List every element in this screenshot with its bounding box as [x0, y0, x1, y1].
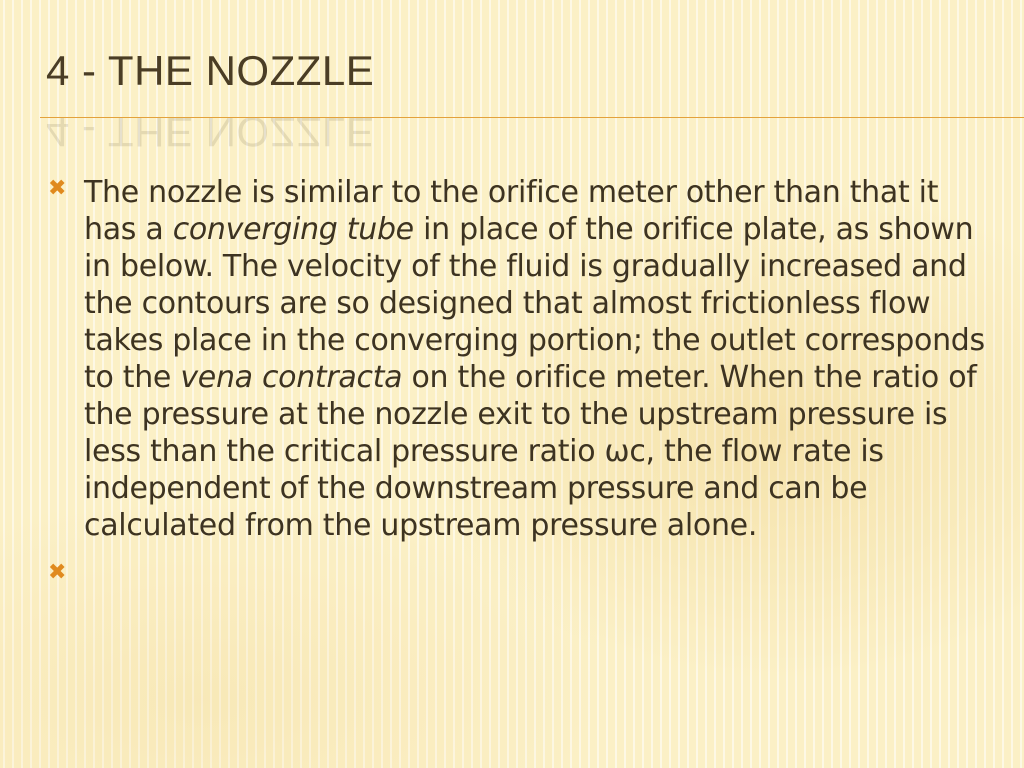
- slide-title: 4 - THE NOZZLE: [46, 47, 375, 94]
- bullet-text-emphasis: converging tube: [172, 212, 414, 247]
- x-mark-icon: ✖: [48, 176, 67, 201]
- bullet-text-emphasis: vena contracta: [180, 360, 403, 395]
- bullet-item: [48, 174, 998, 544]
- slide-title-reflection: 4 - THE NOZZLE: [46, 108, 375, 156]
- x-mark-icon: ✖: [48, 560, 67, 585]
- bullet-item: [48, 558, 998, 594]
- bullet-text-segment: on the orifice meter. When the ratio of the pressure at the nozzle exit to the upstream pressure is less than the critical pressure ratio ωc, the flow rate is independent of the downstream pressure and can be calculated from the upstream pressure alone.: [84, 360, 977, 543]
- title-divider: [40, 117, 1024, 118]
- bullet-text: [84, 174, 998, 544]
- bullet-text-segment: The nozzle is similar to the orifice meter other than that it has a: [84, 175, 939, 247]
- bullet-list: [48, 174, 998, 608]
- bullet-text-segment: in place of the orifice plate, as shown in below. The velocity of the fluid is gradually increased and the contours are so designed that almost frictionless flow takes place in the converging portion; the outlet corresponds to the: [84, 212, 985, 395]
